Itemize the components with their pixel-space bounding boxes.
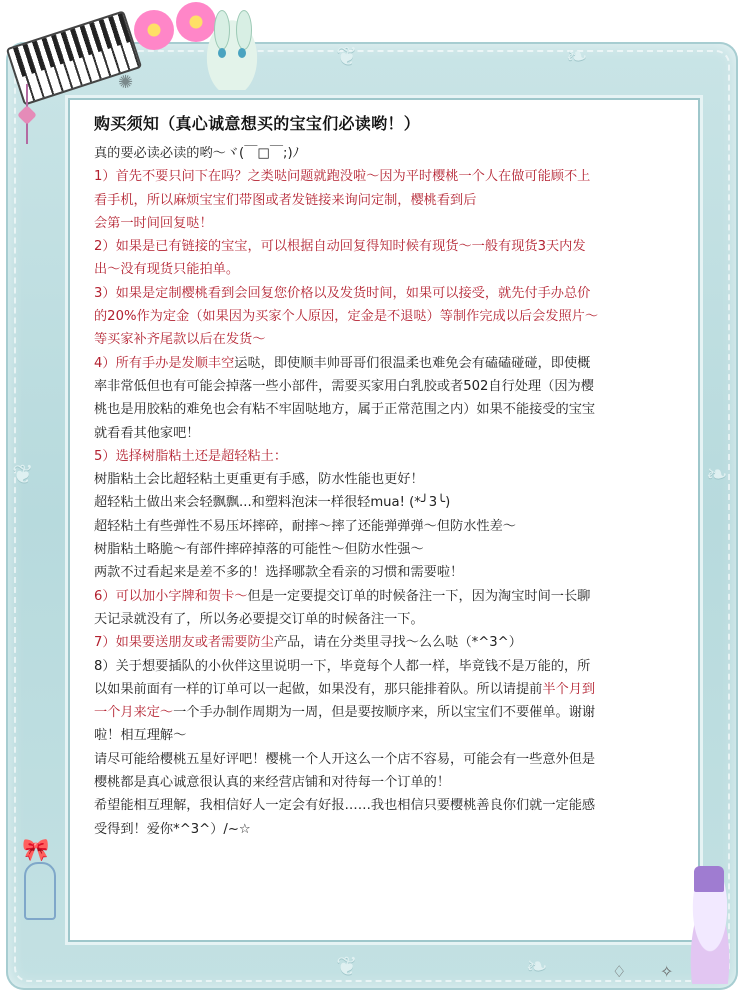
notice-line: 4）所有手办是发顺丰空运哒，即使顺丰帅哥哥们很温柔也难免会有磕磕碰碰，即使概 [94,355,591,371]
frame-flourish-icon: ❧ [566,42,588,72]
notice-line: 6）可以加小字牌和贺卡～但是一定要提交订单的时候备注一下，因为淘宝时间一长聊 [94,588,591,604]
notice-line: 就看看其他家吧！ [94,425,200,441]
frame-flourish-icon: ❧ [706,460,728,490]
notice-line: 出～没有现货只能拍单。 [94,262,240,278]
cog-icon: ✺ [118,72,134,93]
notice-line: 7）如果要送朋友或者需要防尘产品，请在分类里寻找～么么哒（*^3^） [94,635,522,651]
notice-line: 1）首先不要只问下在吗？之类哒问题就跑没啦～因为平时樱桃一个人在做可能顾不上 [94,169,591,185]
notice-line: 以如果前面有一样的订单可以一起做，如果没有，那只能排着队。所以请提前半个月到 [94,681,596,697]
frame-flourish-icon: ❧ [526,952,548,982]
notice-line: 2）如果是已有链接的宝宝，可以根据自动回复得知时候有现货～一般有现货3天内发 [94,239,586,255]
notice-line: 超轻粘土做出来会轻飘飘...和塑料泡沫一样很轻mua! (*╯3╰) [94,495,451,511]
notice-line: 8）关于想要插队的小伙伴这里说明一下，毕竟每个人都一样，毕竟钱不是万能的，所 [94,658,591,674]
notice-line: 一个月来定～一个手办制作周期为一周，但是要按顺序来，所以宝宝们不要催单。谢谢 [94,705,596,721]
notice-line: 率非常低但也有可能会掉落一些小部件，需要买家用白乳胶或者502自行处理（因为樱 [94,378,594,394]
notice-line: 啦！相互理解～ [94,728,187,744]
notice-line: 两款不过看起来是差不多的！选择哪款全看亲的习惯和需要啦！ [94,565,464,581]
notice-line: 3）如果是定制樱桃看到会回复您价格以及发货时间，如果可以接受，就先付手办总价 [94,285,591,301]
notice-line: 的20%作为定金（如果因为买家个人原因，定金是不退哒）等制作完成以后会发照片～ [94,309,599,325]
hanging-charm-icon [26,84,42,144]
notice-line: 会第一时间回复哒！ [94,215,213,231]
bow-icon: 🎀 [22,838,50,863]
flower-icon [134,10,174,50]
notice-line: 希望能相互理解，我相信好人一定会有好报……我也相信只要樱桃善良你们就一定能感 [94,798,596,814]
lantern-icon: ♢ [612,962,627,981]
notice-lines [94,142,674,841]
doll-figure-icon [680,866,740,984]
notice-line: 请尽可能给樱桃五星好评吧！樱桃一个人开这么一个店不容易，可能会有一些意外但是 [94,751,596,767]
notice-content [94,112,674,841]
notice-line: 桃也是用胶粘的难免也会有粘不牢固哒地方，属于正常范围之内）如果不能接受的宝宝 [94,402,596,418]
notice-line: 超轻粘土有些弹性不易压坏摔碎，耐摔～摔了还能弹弹弹～但防水性差～ [94,518,516,534]
frame-flourish-icon: ❦ [12,460,34,490]
page-title: 购买须知（真心诚意想买的宝宝们必读哟！） [94,114,421,133]
key-icon [24,862,56,920]
lantern-icon: ✧ [660,962,674,981]
frame-flourish-icon: ❦ [336,42,358,72]
notice-line: 受得到！爱你*^3^）/~☆ [94,821,251,837]
notice-line: 看手机，所以麻烦宝宝们带图或者发链接来询问定制，樱桃看到后 [94,192,477,208]
notice-line: 树脂粘土略脆～有部件摔碎掉落的可能性～但防水性强～ [94,542,424,558]
notice-line: 真的要必读必读的哟～ヾ(￣□￣;)ﾉ [94,146,300,161]
notice-line: 树脂粘土会比超轻粘土更重更有手感，防水性能也更好！ [94,472,424,488]
bunny-icon [200,10,264,90]
frame-flourish-icon: ❦ [336,952,358,982]
notice-line: 天记录就没有了，所以务必要提交订单的时候备注一下。 [94,611,424,627]
notice-line: 樱桃都是真心诚意很认真的来经营店铺和对待每一个订单的！ [94,775,451,791]
notice-line: 5）选择树脂粘土还是超轻粘土： [94,448,288,464]
notice-line: 等买家补齐尾款以后在发货～ [94,332,266,348]
